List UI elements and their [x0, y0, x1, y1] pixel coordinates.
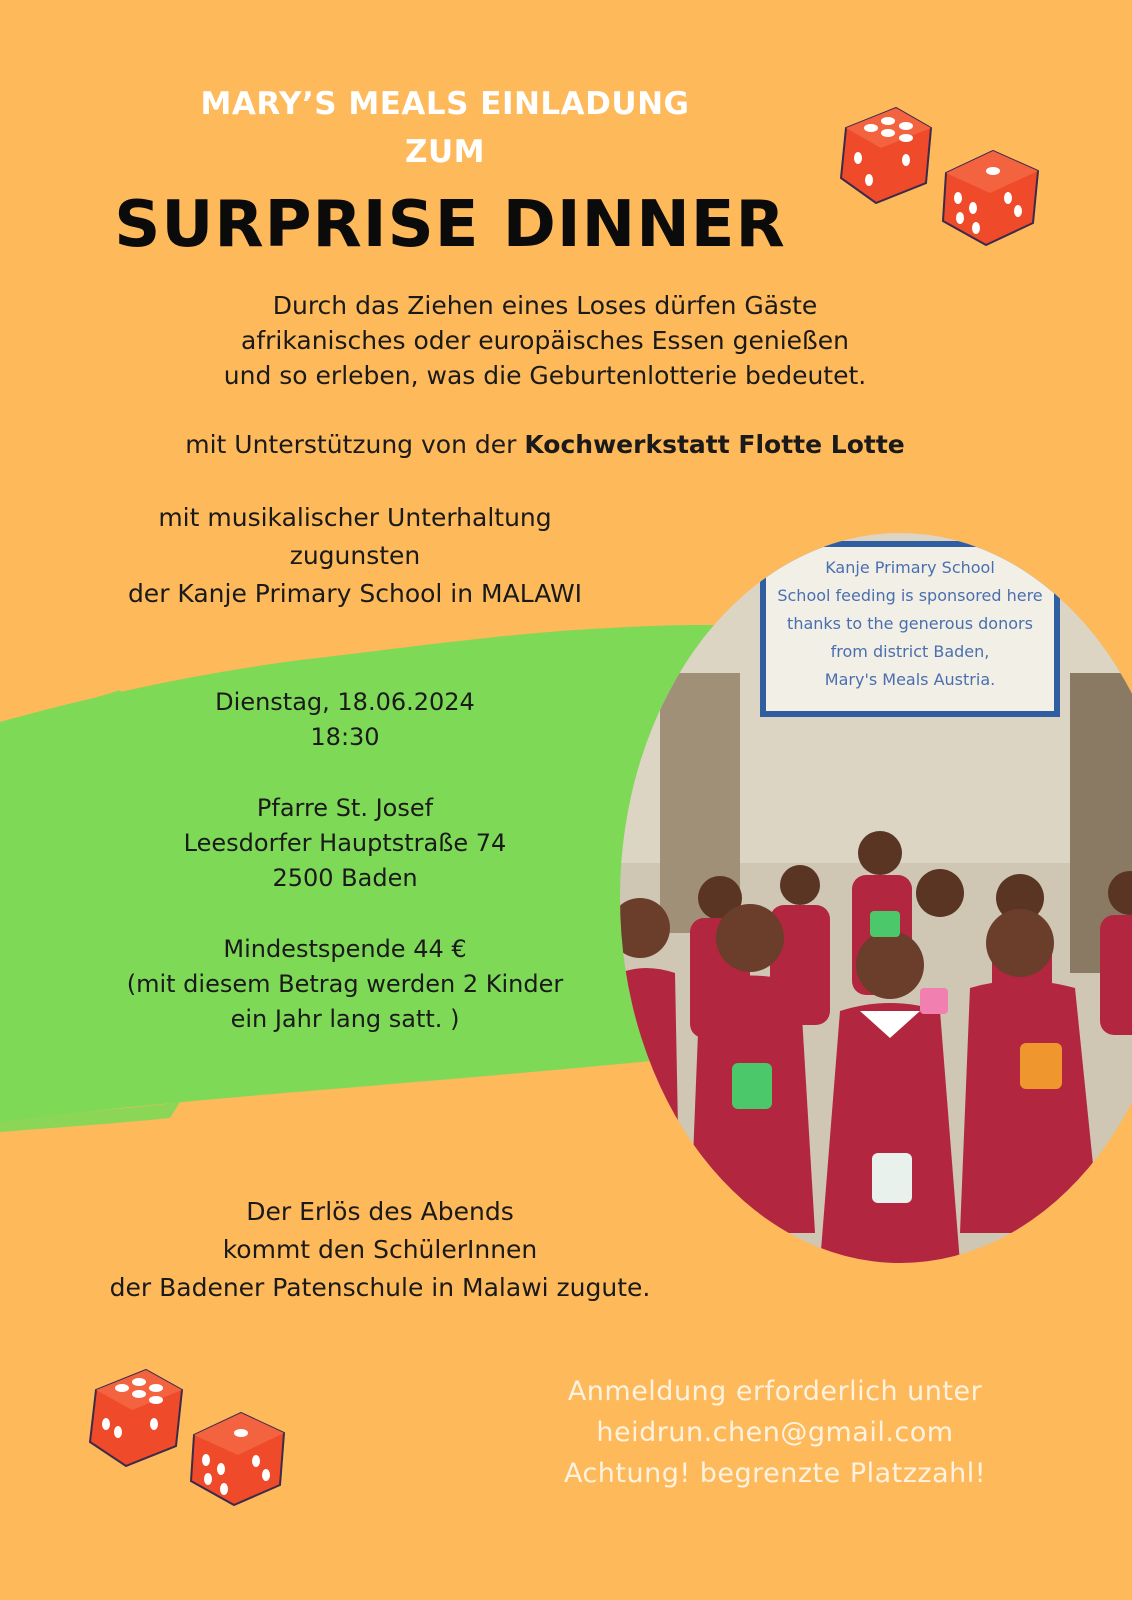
intro-line: Durch das Ziehen eines Loses dürfen Gäste: [272, 291, 818, 320]
proceeds-line: der Badener Patenschule in Malawi zugute.: [109, 1273, 651, 1302]
support-partner: Kochwerkstatt Flotte Lotte: [524, 430, 905, 459]
sign-line: Mary's Meals Austria.: [824, 670, 996, 689]
event-title: SURPRISE DINNER: [114, 188, 786, 262]
registration-email[interactable]: heidrun.chen@gmail.com: [596, 1417, 954, 1448]
event-venue: Pfarre St. Josef: [256, 794, 434, 822]
dice-icon: [84, 1362, 186, 1472]
event-city: 2500 Baden: [272, 864, 418, 892]
proceeds-line: Der Erlös des Abends: [246, 1197, 514, 1226]
sign-line: School feeding is sponsored here: [777, 586, 1043, 605]
dice-icon: [938, 143, 1044, 249]
music-line: der Kanje Primary School in MALAWI: [127, 579, 583, 608]
event-donation-note: (mit diesem Betrag werden 2 Kinder: [126, 970, 564, 998]
music-paragraph: [60, 499, 650, 613]
event-details: [60, 685, 630, 1037]
proceeds-paragraph: [40, 1193, 720, 1307]
invitation-subheading: ZUM: [405, 134, 485, 170]
registration-info: [510, 1371, 1040, 1494]
music-line: mit musikalischer Unterhaltung: [158, 503, 552, 532]
registration-notice: Achtung! begrenzte Platzzahl!: [563, 1458, 987, 1489]
intro-line: afrikanisches oder europäisches Essen genießen: [241, 326, 849, 355]
dice-icon: [836, 98, 936, 208]
event-donation-note: ein Jahr lang satt. ): [230, 1005, 460, 1033]
event-street: Leesdorfer Hauptstraße 74: [183, 829, 507, 857]
sign-line: from district Baden,: [830, 642, 990, 661]
dice-icon: [186, 1405, 290, 1509]
event-time: 18:30: [310, 723, 380, 751]
sign-line: Kanje Primary School: [825, 558, 995, 577]
support-prefix: mit Unterstützung von der: [185, 430, 525, 459]
intro-line: und so erleben, was die Geburtenlotterie bedeutet.: [223, 361, 867, 390]
registration-line: Anmeldung erforderlich unter: [567, 1376, 983, 1407]
event-date: Dienstag, 18.06.2024: [215, 688, 475, 716]
proceeds-line: kommt den SchülerInnen: [222, 1235, 538, 1264]
sign-line: thanks to the generous donors: [787, 614, 1033, 633]
intro-paragraph: [90, 288, 1000, 393]
music-line: zugunsten: [289, 541, 421, 570]
event-donation: Mindestspende 44 €: [223, 935, 467, 963]
support-line: [60, 427, 1030, 462]
invitation-heading: MARY’S MEALS EINLADUNG: [200, 86, 690, 122]
